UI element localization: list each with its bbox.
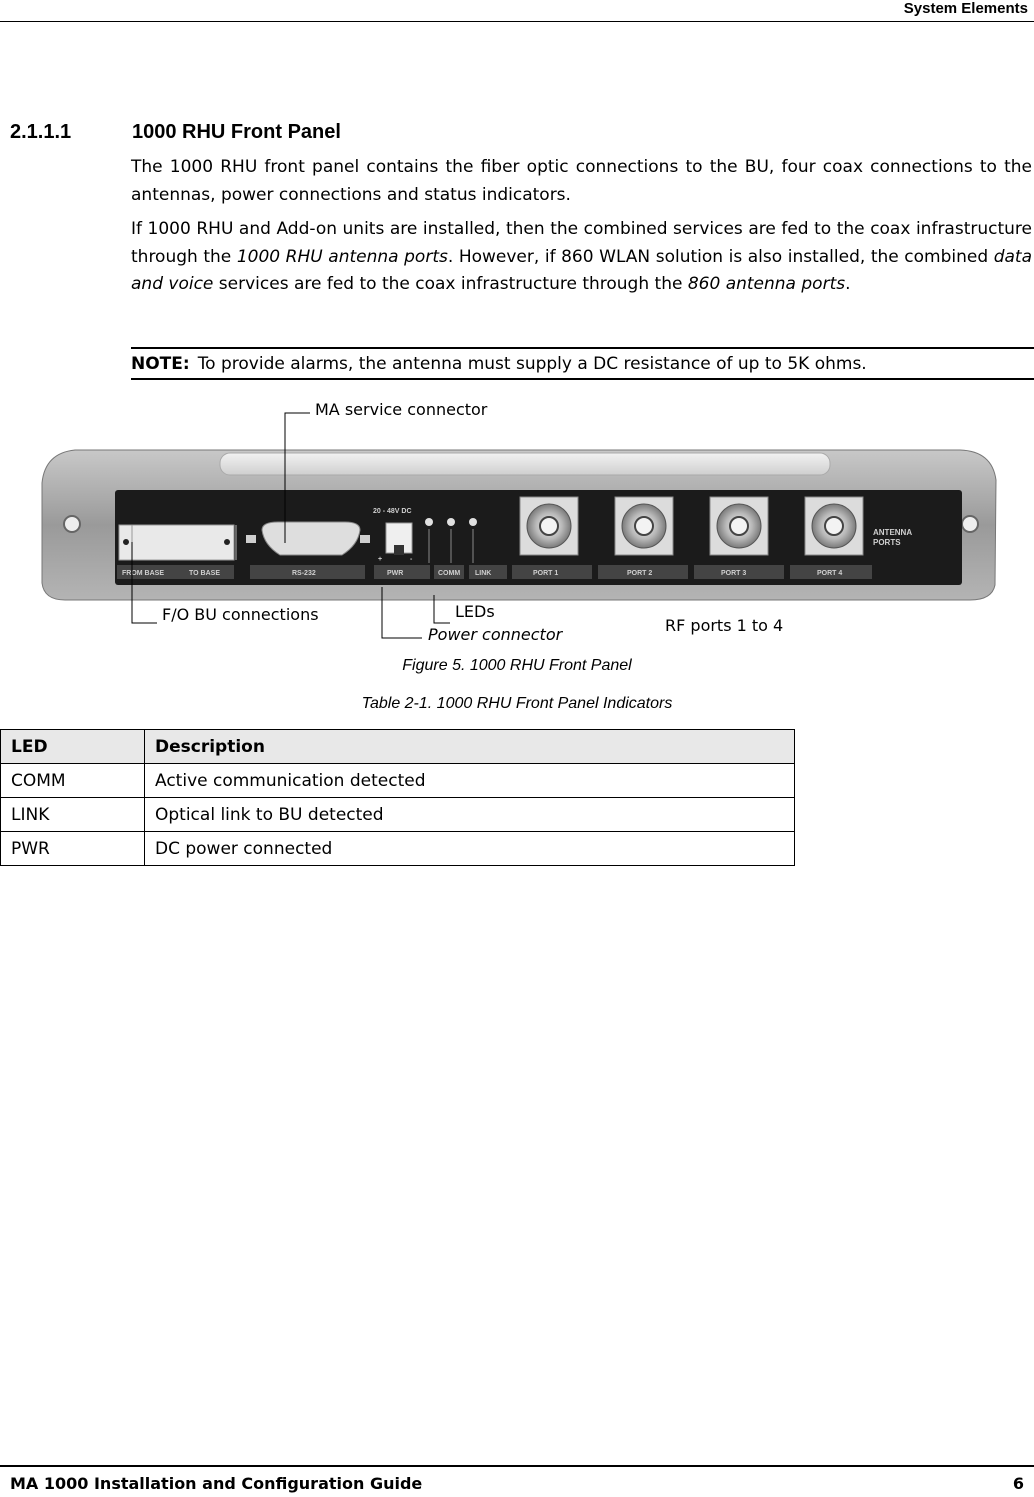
section-number: 2.1.1.1 [10, 121, 72, 143]
rf-port-4 [805, 497, 863, 555]
callout-rf-ports: RF ports 1 to 4 [665, 616, 784, 635]
table-caption: Table 2-1. 1000 RHU Front Panel Indicators [361, 695, 673, 712]
table-row [1, 798, 795, 832]
callout-ma-service: MA service connector [315, 400, 488, 419]
led-pwr [469, 518, 477, 526]
panel-label-ports: PORTS [873, 538, 901, 547]
cell-led: COMM [1, 764, 145, 798]
cell-description: Optical link to BU detected [145, 798, 795, 832]
panel-label-plus: + [378, 556, 383, 563]
header-description: Description [145, 730, 795, 764]
section-title: 1000 RHU Front Panel [132, 121, 341, 143]
indicators-table [0, 729, 795, 866]
panel-label-voltage: 20 - 48V DC [373, 508, 412, 515]
footer-guide-title: MA 1000 Installation and Configuration Guide [10, 1474, 423, 1493]
figure-caption: Figure 5. 1000 RHU Front Panel [402, 657, 632, 674]
cell-description: DC power connected [145, 832, 795, 866]
led-comm [425, 518, 433, 526]
header-led: LED [1, 730, 145, 764]
rhu-front-panel-figure [30, 395, 1005, 655]
rf-port-2 [615, 497, 673, 555]
paragraph-services: If 1000 RHU and Add-on units are installed, then the combined services are fed to the coax infrastructure through the 1000 RHU antenna ports. However, if 860 WLAN solution is also installed, the combined data and voice services are fed to the coax infrastructure through the 860 antenna ports. [131, 219, 1033, 294]
panel-label-port2: PORT 2 [627, 570, 653, 577]
led-link [447, 518, 455, 526]
panel-label-pwr: PWR [387, 570, 404, 577]
note-box [131, 347, 1034, 380]
panel-label-comm: COMM [438, 570, 461, 577]
note-label: NOTE: [131, 354, 190, 374]
callout-power: Power connector [428, 625, 563, 644]
header-rule [0, 21, 1034, 22]
cell-led: PWR [1, 832, 145, 866]
fiber-connector-block [119, 525, 234, 560]
rf-port-1 [520, 497, 578, 555]
page-number: 6 [1012, 1474, 1024, 1493]
callout-fo-bu: F/O BU connections [162, 605, 319, 624]
note-text: To provide alarms, the antenna must supply a DC resistance of up to 5K ohms. [197, 354, 867, 374]
table-header-row [1, 730, 795, 764]
rf-port-3 [710, 497, 768, 555]
panel-label-port3: PORT 3 [721, 570, 747, 577]
mounting-hole-right [962, 516, 978, 532]
panel-label-port1: PORT 1 [533, 570, 559, 577]
panel-label-minus: - [410, 556, 413, 563]
panel-label-port4: PORT 4 [817, 570, 843, 577]
callout-leds: LEDs [455, 602, 495, 621]
running-header: System Elements [903, 0, 1028, 17]
panel-label-from-base: FROM BASE [122, 570, 164, 577]
table-row [1, 764, 795, 798]
paragraph-intro: The 1000 RHU front panel contains the fiber optic connections to the BU, four coax connections to the antennas, power connections and status indicators. [131, 157, 1032, 205]
footer-rule [0, 1465, 1034, 1467]
panel-label-antenna: ANTENNA [873, 528, 913, 537]
chassis-top-slot [220, 453, 830, 475]
cell-led: LINK [1, 798, 145, 832]
table-row [1, 832, 795, 866]
panel-label-to-base: TO BASE [189, 570, 220, 577]
panel-label-link: LINK [475, 570, 492, 577]
panel-label-rs232: RS-232 [292, 570, 316, 577]
cell-description: Active communication detected [145, 764, 795, 798]
mounting-hole-left [64, 516, 80, 532]
rs232-connector [262, 522, 360, 555]
